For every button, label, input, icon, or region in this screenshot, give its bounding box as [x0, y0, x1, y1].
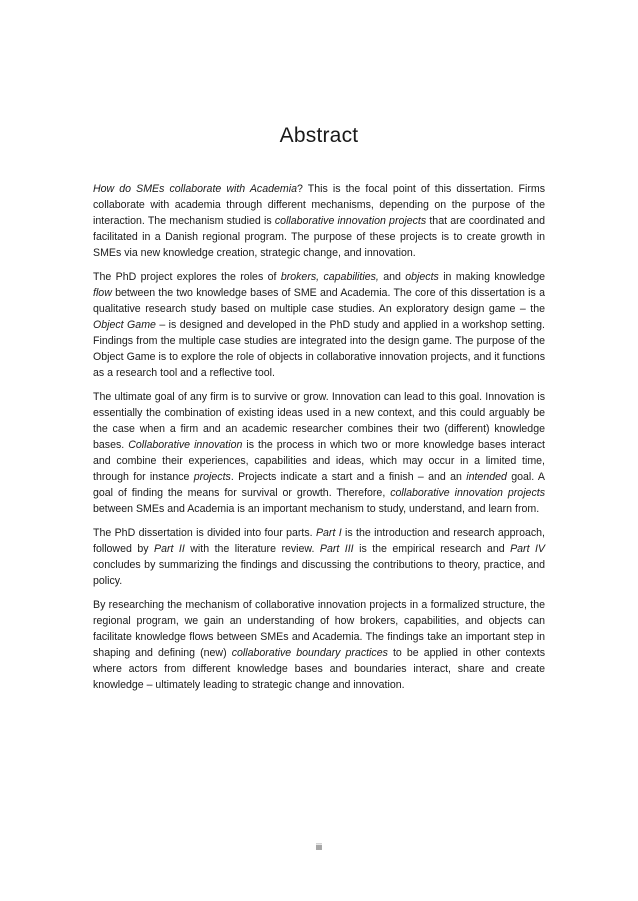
italic-text: projects [193, 471, 231, 483]
text-run: with the literature review. [184, 543, 320, 555]
italic-text: objects [405, 271, 439, 283]
text-run: The PhD dissertation is divided into four parts. [93, 527, 316, 539]
paragraph [93, 181, 545, 261]
text-run: in making knowledge [438, 271, 545, 283]
text-run: The PhD project explores the roles of [93, 271, 281, 283]
paragraph [93, 269, 545, 381]
italic-text: collaborative innovation projects [274, 215, 427, 227]
italic-text: collaborative boundary practices [231, 647, 388, 659]
paragraph [93, 389, 545, 517]
abstract-body [93, 181, 545, 701]
italic-text: How do SMEs collaborate with Academia [93, 183, 297, 195]
page-number: iii [316, 842, 322, 852]
paragraph [93, 597, 545, 693]
text-run: ? This is the focal point of this dissertation. Firms collaborate with academia through different mechanisms, depending on the purpose of the interaction. The mechanism studied is [93, 183, 546, 227]
italic-text: Collaborative innovation [128, 439, 243, 451]
italic-text: flow [93, 287, 112, 299]
text-run: The ultimate goal of any firm is to survive or grow. Innovation can lead to this goal. Innovation is essentially the combination of existing ideas used in a new context, and this could arguably be the case when a firm and an academic researcher combines their two (different) knowledge bases. [93, 391, 545, 451]
text-run: – is designed and developed in the PhD study and applied in a workshop setting. Findings from the multiple case studies are integrated into the design game. The purpose of the Object Game is to explore the role of objects in collaborative innovation projects, and it functions as a research tool and a reflective tool. [93, 319, 545, 379]
page-title: Abstract [279, 124, 359, 147]
italic-text: Part IV [510, 543, 545, 555]
italic-text: Part III [319, 543, 354, 555]
text-run: is the introduction and research approach, followed by [93, 527, 545, 555]
text-run: that are coordinated and facilitated in a Danish regional program. The purpose of these projects is to create growth in SMEs via new knowledge creation, strategic change, and innovation. [93, 215, 545, 259]
text-run: to be applied in other contexts where actors from different knowledge bases and boundaries interact, share and create knowledge – ultimately leading to strategic change and innovation. [93, 647, 545, 691]
italic-text: intended [466, 471, 507, 483]
text-run: goal. A goal of finding the means for survival or growth. Therefore, [93, 471, 545, 499]
italic-text: Object Game [93, 319, 156, 331]
paragraph [93, 525, 545, 589]
text-run: and [378, 271, 406, 283]
italic-text: collaborative innovation projects [390, 487, 545, 499]
text-run: concludes by summarizing the findings and discussing the contributions to theory, practice, and policy. [93, 559, 545, 587]
text-run: is the process in which two or more knowledge bases interact and combine their experiences, capabilities and ideas, which may occur in a limited time, through for instance [93, 439, 545, 483]
italic-text: Part I [315, 527, 342, 539]
text-run: is the empirical research and [353, 543, 511, 555]
italic-text: Part II [154, 543, 185, 555]
italic-text: brokers, capabilities, [280, 271, 379, 283]
text-run: By researching the mechanism of collaborative innovation projects in a formalized structure, the regional program, we gain an understanding of how brokers, capabilities, and objects can facilitate knowledge flows between SMEs and Academia. The findings take an important step in shaping and defining (new) [93, 599, 545, 659]
text-run: between the two knowledge bases of SME and Academia. The core of this dissertation is a qualitative research study based on multiple case studies. An exploratory design game – the [93, 287, 545, 315]
text-run: . Projects indicate a start and a finish – and an [230, 471, 467, 483]
text-run: between SMEs and Academia is an important mechanism to study, understand, and learn from. [93, 503, 540, 515]
